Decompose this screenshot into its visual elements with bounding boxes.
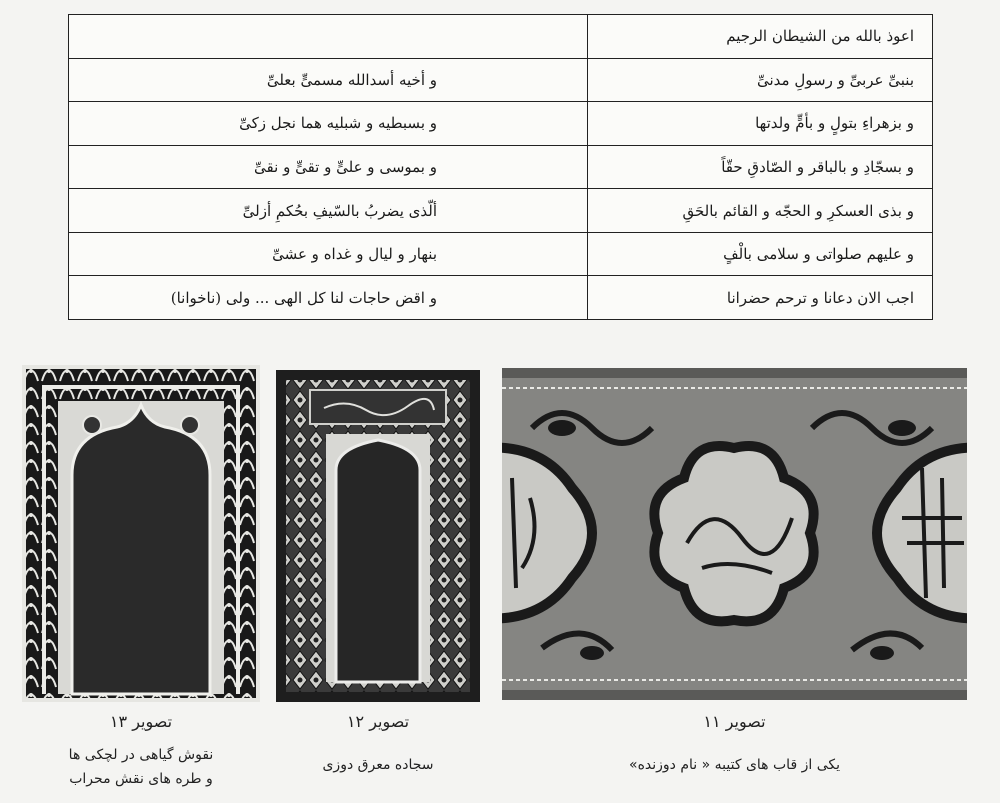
- verse-left: و بموسی و علیٍّ و تقیٍّ و نقیِّ: [69, 145, 588, 189]
- plate-13-title: تصویر ۱۳: [109, 712, 173, 731]
- plate-13-caption-line-1: نقوش گیاهی در لچکی ها: [68, 747, 214, 763]
- verse-right: و بذی العسکرِ و الحجّه و القائم بالحَقِ: [588, 189, 933, 233]
- plate-11-inscription-image: [502, 368, 967, 700]
- verse-left: و أخیه أسدالله مسمیٍّ بعلیِّ: [69, 58, 588, 102]
- table-row: [69, 102, 933, 146]
- verse-right: اجب الان دعانا و ترحم حضرانا: [588, 276, 933, 320]
- table-row: [69, 58, 933, 102]
- plate-12-title: تصویر ۱۲: [346, 712, 410, 731]
- table-row: [69, 15, 933, 59]
- verse-right: بنبیِّ عربیِّ و رسولِ مدنیِّ: [588, 58, 933, 102]
- plate-12-mat-image: [276, 370, 480, 702]
- verse-left: [69, 15, 588, 59]
- verse-left: و اقض حاجات لنا کل الهی ... ولی (ناخوانا): [69, 276, 588, 320]
- plate-12-caption: سجاده معرق دوزی: [322, 757, 434, 773]
- plate-13-rug-image: [22, 365, 260, 702]
- verse-right: و بسجّادِ و بالباقر و الصّادقِ حقّاً: [588, 145, 933, 189]
- plate-11-title: تصویر ۱۱: [703, 712, 766, 731]
- table-row: [69, 145, 933, 189]
- verse-left: ألّذی یضربُ بالسّیفِ بحُکمِ أزلیِّ: [69, 189, 588, 233]
- plate-11-caption: یکی از قاب های کتیبه « نام دوزنده»: [629, 757, 840, 773]
- verse-right: و علیهم صلواتی و سلامی بالْفٍ: [588, 232, 933, 276]
- plate-13-caption-line-2: و طره های نقش محراب: [69, 771, 213, 787]
- table-row: [69, 189, 933, 233]
- verse-right: اعوذ بالله من الشیطان الرجیم: [588, 15, 933, 59]
- verse-table: [68, 14, 933, 320]
- table-row: [69, 276, 933, 320]
- verse-left: بنهار و لیال و غداه و عشیِّ: [69, 232, 588, 276]
- verse-left: و بسبطیه و شبلیه هما نجل زکیِّ: [69, 102, 588, 146]
- table-row: [69, 232, 933, 276]
- verse-right: و بزهراءِ بتولٍ و بأمٍّ ولدتها: [588, 102, 933, 146]
